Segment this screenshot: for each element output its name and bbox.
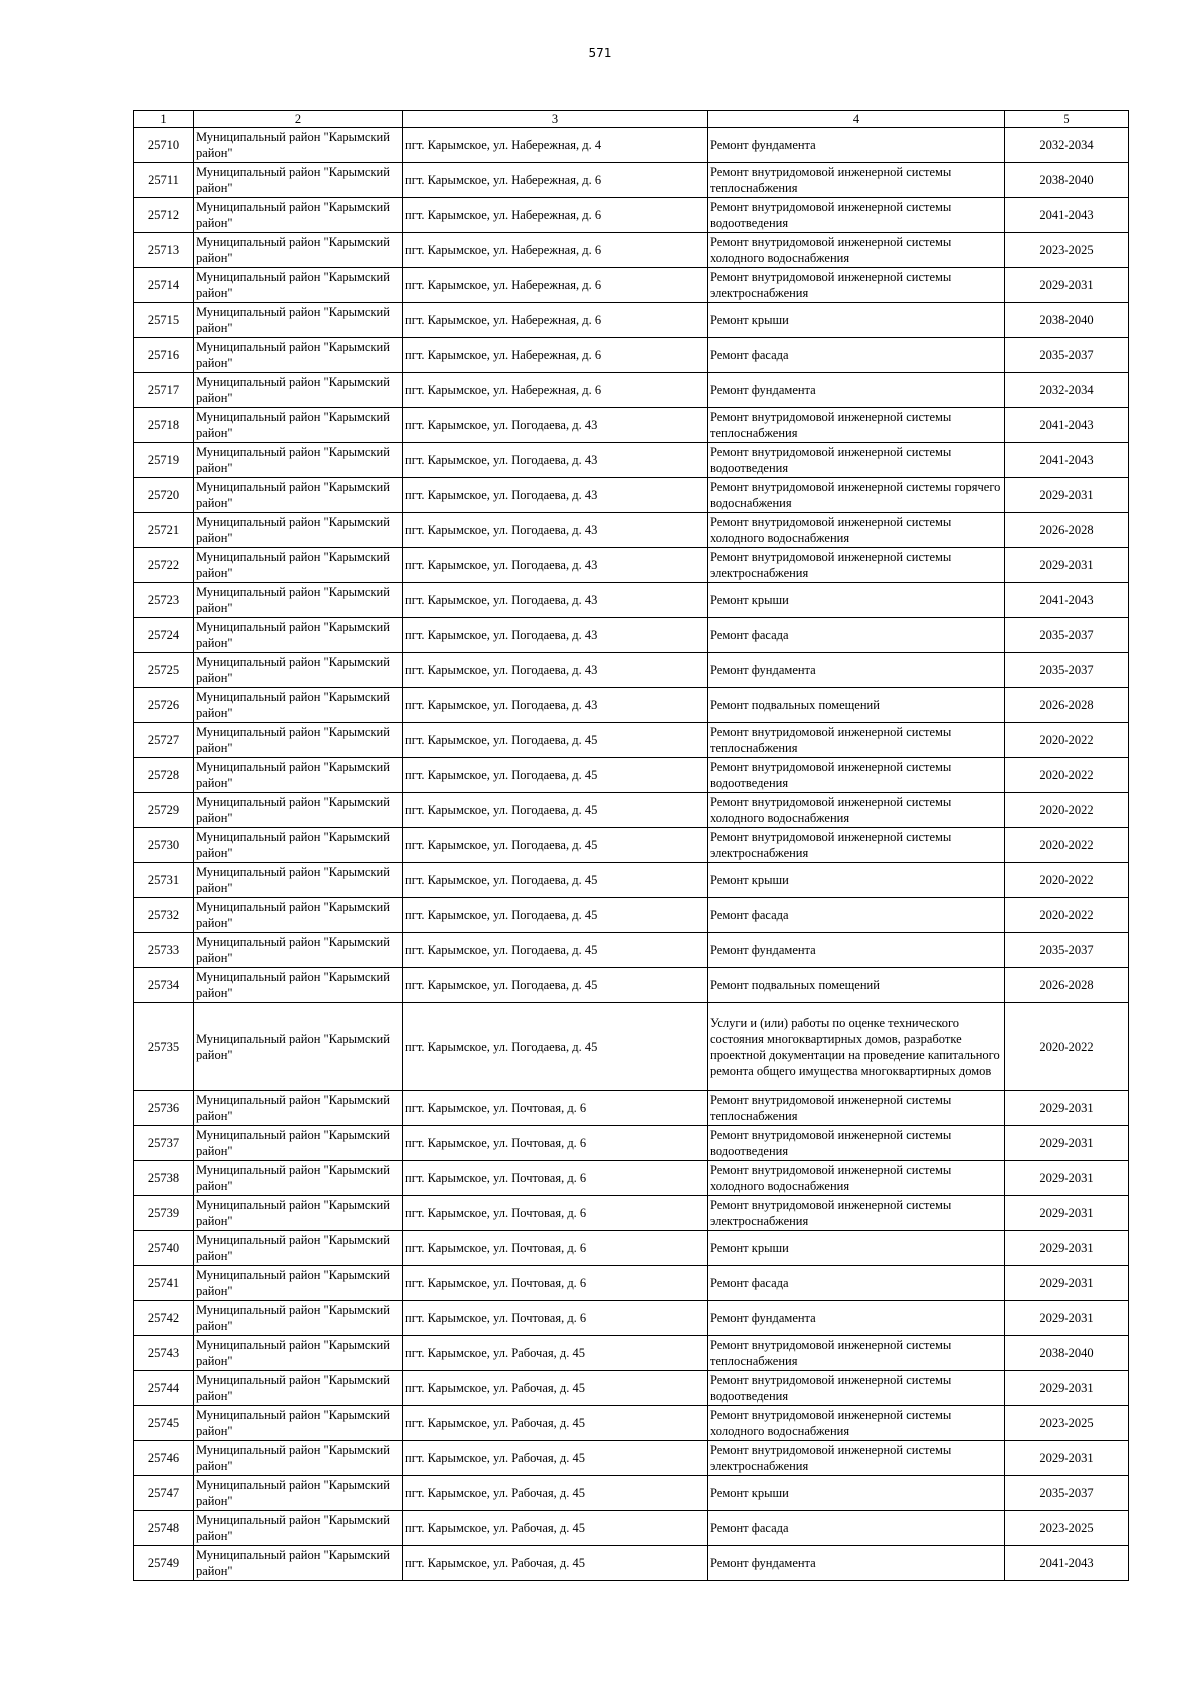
work-type-cell: Ремонт внутридомовой инженерной системы электроснабжения (708, 1441, 1005, 1476)
address-cell: пгт. Карымское, ул. Погодаева, д. 43 (403, 618, 708, 653)
municipality-cell: Муниципальный район "Карымский район" (194, 1091, 403, 1126)
row-number-cell: 25728 (134, 758, 194, 793)
work-type-cell: Ремонт внутридомовой инженерной системы горячего водоснабжения (708, 478, 1005, 513)
address-cell: пгт. Карымское, ул. Почтовая, д. 6 (403, 1126, 708, 1161)
municipality-cell: Муниципальный район "Карымский район" (194, 1476, 403, 1511)
address-cell: пгт. Карымское, ул. Погодаева, д. 43 (403, 548, 708, 583)
municipality-cell: Муниципальный район "Карымский район" (194, 583, 403, 618)
address-cell: пгт. Карымское, ул. Почтовая, д. 6 (403, 1231, 708, 1266)
work-type-cell: Ремонт подвальных помещений (708, 968, 1005, 1003)
table-row (134, 723, 1129, 758)
table-row (134, 898, 1129, 933)
table-row (134, 1511, 1129, 1546)
period-cell: 2035-2037 (1005, 933, 1129, 968)
table-row (134, 1301, 1129, 1336)
address-cell: пгт. Карымское, ул. Погодаева, д. 45 (403, 1003, 708, 1091)
work-type-cell: Ремонт фундамента (708, 1301, 1005, 1336)
address-cell: пгт. Карымское, ул. Рабочая, д. 45 (403, 1476, 708, 1511)
period-cell: 2035-2037 (1005, 618, 1129, 653)
row-number-cell: 25749 (134, 1546, 194, 1581)
municipality-cell: Муниципальный район "Карымский район" (194, 163, 403, 198)
period-cell: 2023-2025 (1005, 233, 1129, 268)
work-type-cell: Ремонт внутридомовой инженерной системы холодного водоснабжения (708, 1406, 1005, 1441)
table-header (134, 111, 1129, 128)
period-cell: 2041-2043 (1005, 583, 1129, 618)
work-type-cell: Ремонт внутридомовой инженерной системы электроснабжения (708, 828, 1005, 863)
period-cell: 2041-2043 (1005, 408, 1129, 443)
address-cell: пгт. Карымское, ул. Набережная, д. 6 (403, 303, 708, 338)
table-row (134, 408, 1129, 443)
row-number-cell: 25720 (134, 478, 194, 513)
municipality-cell: Муниципальный район "Карымский район" (194, 968, 403, 1003)
table-row (134, 1161, 1129, 1196)
row-number-cell: 25732 (134, 898, 194, 933)
municipality-cell: Муниципальный район "Карымский район" (194, 128, 403, 163)
work-type-cell: Ремонт фасада (708, 338, 1005, 373)
municipality-cell: Муниципальный район "Карымский район" (194, 513, 403, 548)
header-row (134, 111, 1129, 128)
row-number-cell: 25716 (134, 338, 194, 373)
work-type-cell: Ремонт крыши (708, 863, 1005, 898)
table-row (134, 128, 1129, 163)
table-row (134, 513, 1129, 548)
table-row (134, 793, 1129, 828)
period-cell: 2020-2022 (1005, 898, 1129, 933)
row-number-cell: 25737 (134, 1126, 194, 1161)
period-cell: 2020-2022 (1005, 828, 1129, 863)
address-cell: пгт. Карымское, ул. Погодаева, д. 43 (403, 408, 708, 443)
address-cell: пгт. Карымское, ул. Погодаева, д. 45 (403, 828, 708, 863)
address-cell: пгт. Карымское, ул. Погодаева, д. 43 (403, 443, 708, 478)
address-cell: пгт. Карымское, ул. Погодаева, д. 43 (403, 688, 708, 723)
period-cell: 2026-2028 (1005, 968, 1129, 1003)
row-number-cell: 25715 (134, 303, 194, 338)
address-cell: пгт. Карымское, ул. Погодаева, д. 45 (403, 863, 708, 898)
municipality-cell: Муниципальный район "Карымский район" (194, 1161, 403, 1196)
address-cell: пгт. Карымское, ул. Погодаева, д. 45 (403, 758, 708, 793)
address-cell: пгт. Карымское, ул. Набережная, д. 6 (403, 338, 708, 373)
municipality-cell: Муниципальный район "Карымский район" (194, 338, 403, 373)
work-type-cell: Ремонт внутридомовой инженерной системы теплоснабжения (708, 163, 1005, 198)
work-type-cell: Ремонт внутридомовой инженерной системы электроснабжения (708, 268, 1005, 303)
row-number-cell: 25741 (134, 1266, 194, 1301)
table-row (134, 1126, 1129, 1161)
municipality-cell: Муниципальный район "Карымский район" (194, 1301, 403, 1336)
address-cell: пгт. Карымское, ул. Почтовая, д. 6 (403, 1091, 708, 1126)
row-number-cell: 25723 (134, 583, 194, 618)
table-row (134, 1336, 1129, 1371)
period-cell: 2023-2025 (1005, 1406, 1129, 1441)
municipality-cell: Муниципальный район "Карымский район" (194, 1511, 403, 1546)
table-row (134, 443, 1129, 478)
row-number-cell: 25736 (134, 1091, 194, 1126)
row-number-cell: 25722 (134, 548, 194, 583)
work-type-cell: Услуги и (или) работы по оценке технического состояния многоквартирных домов, разработке проектной документации на проведение капитального ремонта общего имущества многоквартирных домов (708, 1003, 1005, 1091)
row-number-cell: 25729 (134, 793, 194, 828)
period-cell: 2032-2034 (1005, 373, 1129, 408)
municipality-cell: Муниципальный район "Карымский район" (194, 898, 403, 933)
row-number-cell: 25726 (134, 688, 194, 723)
work-type-cell: Ремонт внутридомовой инженерной системы холодного водоснабжения (708, 513, 1005, 548)
row-number-cell: 25744 (134, 1371, 194, 1406)
work-type-cell: Ремонт внутридомовой инженерной системы электроснабжения (708, 548, 1005, 583)
period-cell: 2029-2031 (1005, 1231, 1129, 1266)
header-col-2: 2 (194, 111, 403, 128)
table-row (134, 198, 1129, 233)
period-cell: 2041-2043 (1005, 198, 1129, 233)
work-type-cell: Ремонт фасада (708, 1266, 1005, 1301)
table-row (134, 968, 1129, 1003)
period-cell: 2041-2043 (1005, 1546, 1129, 1581)
period-cell: 2026-2028 (1005, 513, 1129, 548)
work-type-cell: Ремонт фундамента (708, 373, 1005, 408)
header-col-4: 4 (708, 111, 1005, 128)
municipality-cell: Муниципальный район "Карымский район" (194, 1336, 403, 1371)
period-cell: 2020-2022 (1005, 723, 1129, 758)
table-row (134, 233, 1129, 268)
table-row (134, 163, 1129, 198)
period-cell: 2020-2022 (1005, 758, 1129, 793)
address-cell: пгт. Карымское, ул. Погодаева, д. 45 (403, 933, 708, 968)
table-row (134, 268, 1129, 303)
period-cell: 2035-2037 (1005, 1476, 1129, 1511)
municipality-cell: Муниципальный район "Карымский район" (194, 478, 403, 513)
period-cell: 2029-2031 (1005, 1196, 1129, 1231)
row-number-cell: 25719 (134, 443, 194, 478)
row-number-cell: 25721 (134, 513, 194, 548)
row-number-cell: 25742 (134, 1301, 194, 1336)
row-number-cell: 25712 (134, 198, 194, 233)
table-row (134, 758, 1129, 793)
address-cell: пгт. Карымское, ул. Набережная, д. 6 (403, 373, 708, 408)
address-cell: пгт. Карымское, ул. Погодаева, д. 43 (403, 478, 708, 513)
row-number-cell: 25714 (134, 268, 194, 303)
work-type-cell: Ремонт крыши (708, 583, 1005, 618)
municipality-cell: Муниципальный район "Карымский район" (194, 723, 403, 758)
repair-schedule-table (133, 110, 1129, 1581)
period-cell: 2029-2031 (1005, 1301, 1129, 1336)
address-cell: пгт. Карымское, ул. Погодаева, д. 43 (403, 513, 708, 548)
work-type-cell: Ремонт фасада (708, 1511, 1005, 1546)
row-number-cell: 25735 (134, 1003, 194, 1091)
work-type-cell: Ремонт внутридомовой инженерной системы холодного водоснабжения (708, 1161, 1005, 1196)
header-col-5: 5 (1005, 111, 1129, 128)
period-cell: 2020-2022 (1005, 863, 1129, 898)
municipality-cell: Муниципальный район "Карымский район" (194, 1441, 403, 1476)
municipality-cell: Муниципальный район "Карымский район" (194, 618, 403, 653)
table-row (134, 863, 1129, 898)
table-row (134, 1196, 1129, 1231)
work-type-cell: Ремонт внутридомовой инженерной системы теплоснабжения (708, 1336, 1005, 1371)
municipality-cell: Муниципальный район "Карымский район" (194, 828, 403, 863)
page-number: 571 (588, 46, 612, 60)
municipality-cell: Муниципальный район "Карымский район" (194, 1231, 403, 1266)
work-type-cell: Ремонт внутридомовой инженерной системы водоотведения (708, 758, 1005, 793)
address-cell: пгт. Карымское, ул. Почтовая, д. 6 (403, 1266, 708, 1301)
period-cell: 2029-2031 (1005, 1266, 1129, 1301)
table-row (134, 688, 1129, 723)
period-cell: 2026-2028 (1005, 688, 1129, 723)
municipality-cell: Муниципальный район "Карымский район" (194, 198, 403, 233)
period-cell: 2029-2031 (1005, 1161, 1129, 1196)
table-row (134, 373, 1129, 408)
row-number-cell: 25740 (134, 1231, 194, 1266)
table-row (134, 828, 1129, 863)
row-number-cell: 25739 (134, 1196, 194, 1231)
municipality-cell: Муниципальный район "Карымский район" (194, 408, 403, 443)
period-cell: 2029-2031 (1005, 1441, 1129, 1476)
period-cell: 2038-2040 (1005, 303, 1129, 338)
table-body (134, 128, 1129, 1581)
row-number-cell: 25738 (134, 1161, 194, 1196)
address-cell: пгт. Карымское, ул. Набережная, д. 6 (403, 268, 708, 303)
municipality-cell: Муниципальный район "Карымский район" (194, 863, 403, 898)
row-number-cell: 25731 (134, 863, 194, 898)
work-type-cell: Ремонт фасада (708, 618, 1005, 653)
row-number-cell: 25713 (134, 233, 194, 268)
table-row (134, 1406, 1129, 1441)
work-type-cell: Ремонт внутридомовой инженерной системы водоотведения (708, 198, 1005, 233)
work-type-cell: Ремонт крыши (708, 303, 1005, 338)
table-row (134, 1476, 1129, 1511)
row-number-cell: 25730 (134, 828, 194, 863)
period-cell: 2023-2025 (1005, 1511, 1129, 1546)
row-number-cell: 25733 (134, 933, 194, 968)
period-cell: 2029-2031 (1005, 1126, 1129, 1161)
address-cell: пгт. Карымское, ул. Погодаева, д. 45 (403, 968, 708, 1003)
address-cell: пгт. Карымское, ул. Почтовая, д. 6 (403, 1161, 708, 1196)
table-row (134, 1091, 1129, 1126)
address-cell: пгт. Карымское, ул. Рабочая, д. 45 (403, 1336, 708, 1371)
address-cell: пгт. Карымское, ул. Набережная, д. 6 (403, 163, 708, 198)
address-cell: пгт. Карымское, ул. Набережная, д. 4 (403, 128, 708, 163)
table-row (134, 478, 1129, 513)
period-cell: 2035-2037 (1005, 653, 1129, 688)
work-type-cell: Ремонт внутридомовой инженерной системы водоотведения (708, 1371, 1005, 1406)
municipality-cell: Муниципальный район "Карымский район" (194, 1003, 403, 1091)
table-row (134, 338, 1129, 373)
period-cell: 2038-2040 (1005, 163, 1129, 198)
table-row (134, 1266, 1129, 1301)
address-cell: пгт. Карымское, ул. Рабочая, д. 45 (403, 1511, 708, 1546)
work-type-cell: Ремонт крыши (708, 1476, 1005, 1511)
address-cell: пгт. Карымское, ул. Погодаева, д. 43 (403, 583, 708, 618)
table-row (134, 618, 1129, 653)
period-cell: 2020-2022 (1005, 1003, 1129, 1091)
municipality-cell: Муниципальный район "Карымский район" (194, 233, 403, 268)
address-cell: пгт. Карымское, ул. Почтовая, д. 6 (403, 1196, 708, 1231)
municipality-cell: Муниципальный район "Карымский район" (194, 793, 403, 828)
row-number-cell: 25724 (134, 618, 194, 653)
table-row (134, 653, 1129, 688)
address-cell: пгт. Карымское, ул. Рабочая, д. 45 (403, 1441, 708, 1476)
municipality-cell: Муниципальный район "Карымский район" (194, 1546, 403, 1581)
municipality-cell: Муниципальный район "Карымский район" (194, 933, 403, 968)
row-number-cell: 25718 (134, 408, 194, 443)
municipality-cell: Муниципальный район "Карымский район" (194, 653, 403, 688)
period-cell: 2020-2022 (1005, 793, 1129, 828)
row-number-cell: 25717 (134, 373, 194, 408)
work-type-cell: Ремонт крыши (708, 1231, 1005, 1266)
address-cell: пгт. Карымское, ул. Рабочая, д. 45 (403, 1546, 708, 1581)
address-cell: пгт. Карымское, ул. Погодаева, д. 45 (403, 793, 708, 828)
period-cell: 2029-2031 (1005, 548, 1129, 583)
work-type-cell: Ремонт внутридомовой инженерной системы водоотведения (708, 1126, 1005, 1161)
work-type-cell: Ремонт внутридомовой инженерной системы теплоснабжения (708, 408, 1005, 443)
row-number-cell: 25711 (134, 163, 194, 198)
period-cell: 2032-2034 (1005, 128, 1129, 163)
work-type-cell: Ремонт внутридомовой инженерной системы холодного водоснабжения (708, 793, 1005, 828)
work-type-cell: Ремонт фундамента (708, 128, 1005, 163)
municipality-cell: Муниципальный район "Карымский район" (194, 373, 403, 408)
work-type-cell: Ремонт подвальных помещений (708, 688, 1005, 723)
municipality-cell: Муниципальный район "Карымский район" (194, 688, 403, 723)
table-row (134, 1441, 1129, 1476)
period-cell: 2041-2043 (1005, 443, 1129, 478)
table-row (134, 1003, 1129, 1091)
municipality-cell: Муниципальный район "Карымский район" (194, 1371, 403, 1406)
period-cell: 2038-2040 (1005, 1336, 1129, 1371)
municipality-cell: Муниципальный район "Карымский район" (194, 548, 403, 583)
period-cell: 2029-2031 (1005, 268, 1129, 303)
address-cell: пгт. Карымское, ул. Погодаева, д. 45 (403, 898, 708, 933)
municipality-cell: Муниципальный район "Карымский район" (194, 1196, 403, 1231)
work-type-cell: Ремонт фундамента (708, 653, 1005, 688)
table-row (134, 1371, 1129, 1406)
row-number-cell: 25734 (134, 968, 194, 1003)
row-number-cell: 25743 (134, 1336, 194, 1371)
work-type-cell: Ремонт внутридомовой инженерной системы электроснабжения (708, 1196, 1005, 1231)
work-type-cell: Ремонт внутридомовой инженерной системы теплоснабжения (708, 723, 1005, 758)
address-cell: пгт. Карымское, ул. Погодаева, д. 43 (403, 653, 708, 688)
row-number-cell: 25725 (134, 653, 194, 688)
work-type-cell: Ремонт внутридомовой инженерной системы холодного водоснабжения (708, 233, 1005, 268)
work-type-cell: Ремонт фундамента (708, 933, 1005, 968)
table-row (134, 933, 1129, 968)
address-cell: пгт. Карымское, ул. Набережная, д. 6 (403, 198, 708, 233)
municipality-cell: Муниципальный район "Карымский район" (194, 1266, 403, 1301)
address-cell: пгт. Карымское, ул. Рабочая, д. 45 (403, 1371, 708, 1406)
row-number-cell: 25746 (134, 1441, 194, 1476)
table-row (134, 548, 1129, 583)
header-col-3: 3 (403, 111, 708, 128)
municipality-cell: Муниципальный район "Карымский район" (194, 758, 403, 793)
address-cell: пгт. Карымское, ул. Почтовая, д. 6 (403, 1301, 708, 1336)
address-cell: пгт. Карымское, ул. Набережная, д. 6 (403, 233, 708, 268)
work-type-cell: Ремонт фасада (708, 898, 1005, 933)
municipality-cell: Муниципальный район "Карымский район" (194, 303, 403, 338)
row-number-cell: 25748 (134, 1511, 194, 1546)
work-type-cell: Ремонт внутридомовой инженерной системы теплоснабжения (708, 1091, 1005, 1126)
table-row (134, 1231, 1129, 1266)
work-type-cell: Ремонт фундамента (708, 1546, 1005, 1581)
address-cell: пгт. Карымское, ул. Рабочая, д. 45 (403, 1406, 708, 1441)
municipality-cell: Муниципальный район "Карымский район" (194, 268, 403, 303)
period-cell: 2035-2037 (1005, 338, 1129, 373)
period-cell: 2029-2031 (1005, 1371, 1129, 1406)
table-row (134, 583, 1129, 618)
municipality-cell: Муниципальный район "Карымский район" (194, 443, 403, 478)
row-number-cell: 25747 (134, 1476, 194, 1511)
header-col-1: 1 (134, 111, 194, 128)
address-cell: пгт. Карымское, ул. Погодаева, д. 45 (403, 723, 708, 758)
row-number-cell: 25727 (134, 723, 194, 758)
row-number-cell: 25745 (134, 1406, 194, 1441)
work-type-cell: Ремонт внутридомовой инженерной системы водоотведения (708, 443, 1005, 478)
period-cell: 2029-2031 (1005, 1091, 1129, 1126)
period-cell: 2029-2031 (1005, 478, 1129, 513)
row-number-cell: 25710 (134, 128, 194, 163)
municipality-cell: Муниципальный район "Карымский район" (194, 1126, 403, 1161)
table-row (134, 303, 1129, 338)
municipality-cell: Муниципальный район "Карымский район" (194, 1406, 403, 1441)
table-row (134, 1546, 1129, 1581)
